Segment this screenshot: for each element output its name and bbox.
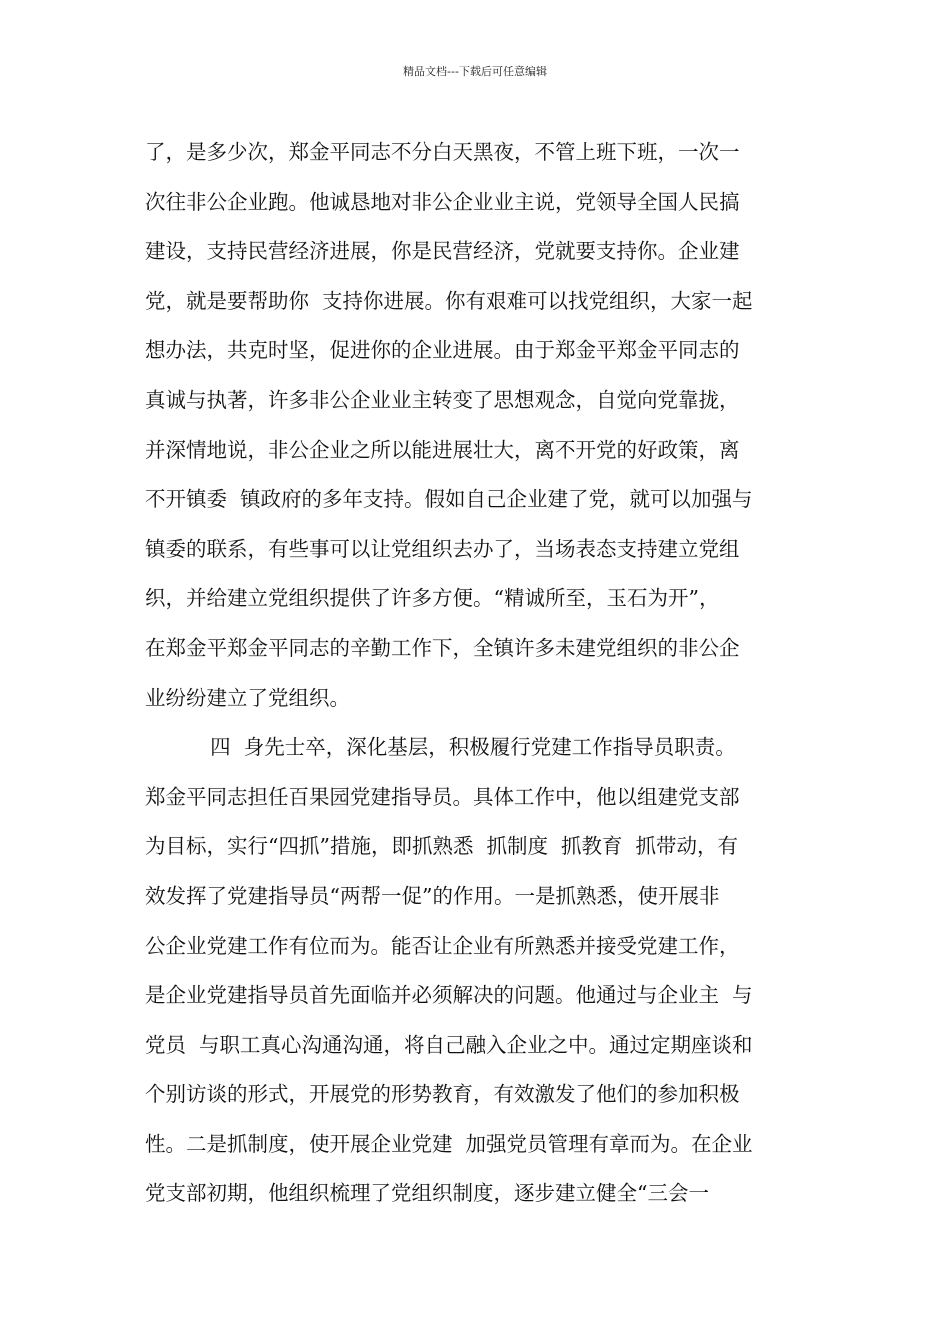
text-line: 党，就是要帮助你 支持你进展。你有艰难可以找党组织，大家一起 — [145, 288, 753, 313]
text-line: 了，是多少次，郑金平同志不分白天黑夜，不管上班下班，一次一 — [145, 140, 740, 164]
text-line: 党支部初期，他组织梳理了党组织制度，逐步建立健全“三会一 — [145, 1181, 709, 1206]
text-line: 党员 与职工真心沟通沟通，将自己融入企业之中。通过定期座谈和 — [145, 1032, 753, 1057]
text-line: 性。二是抓制度，使开展企业党建 加强党员管理有章而为。在企业 — [145, 1131, 753, 1156]
text-line: 个别访谈的形式，开展党的形势教育，有效激发了他们的参加积极 — [145, 1082, 740, 1107]
text-line: 建设，支持民营经济进展，你是民营经济，党就要支持你。企业建 — [145, 239, 740, 264]
page-header: 精品文档---下载后可任意编辑 — [403, 65, 547, 78]
text-line: 镇委的联系，有些事可以让党组织去办了，当场表态支持建立党组 — [145, 536, 740, 561]
text-line: 业纷纷建立了党组织。 — [145, 685, 350, 710]
text-line: 并深情地说，非公企业之所以能进展壮大，离不开党的好政策，离 — [145, 437, 740, 462]
text-line: 不开镇委 镇政府的多年支持。假如自己企业建了党，就可以加强与 — [145, 487, 753, 512]
text-line: 想办法，共克时坚，促进你的企业进展。由于郑金平郑金平同志的 — [145, 338, 740, 363]
text-line: 效发挥了党建指导员“两帮一促”的作用。一是抓熟悉，使开展非 — [145, 883, 720, 908]
text-line: 在郑金平郑金平同志的辛勤工作下，全镇许多未建党组织的非公企 — [145, 635, 740, 660]
text-line: 郑金平同志担任百果园党建指导员。具体工作中，他以组建党支部 — [145, 784, 740, 809]
text-line: 真诚与执著，许多非公企业业主转变了思想观念，自觉向党靠拢， — [145, 387, 740, 412]
text-line: 为目标，实行“四抓”措施，即抓熟悉 抓制度 抓教育 抓带动，有 — [145, 834, 739, 859]
text-line: 是企业党建指导员首先面临并必须解决的问题。他通过与企业主 与 — [145, 983, 753, 1008]
text-line: 四 身先士卒，深化基层，积极履行党建工作指导员职责。 — [145, 735, 736, 760]
body-text — [145, 128, 815, 1219]
text-line: 次往非公企业跑。他诚恳地对非公企业业主说，党领导全国人民搞 — [145, 189, 740, 214]
text-line: 公企业党建工作有位而为。能否让企业有所熟悉并接受党建工作， — [145, 933, 740, 958]
text-line: 织，并给建立党组织提供了许多方便。“精诚所至，玉石为开”， — [145, 586, 720, 611]
